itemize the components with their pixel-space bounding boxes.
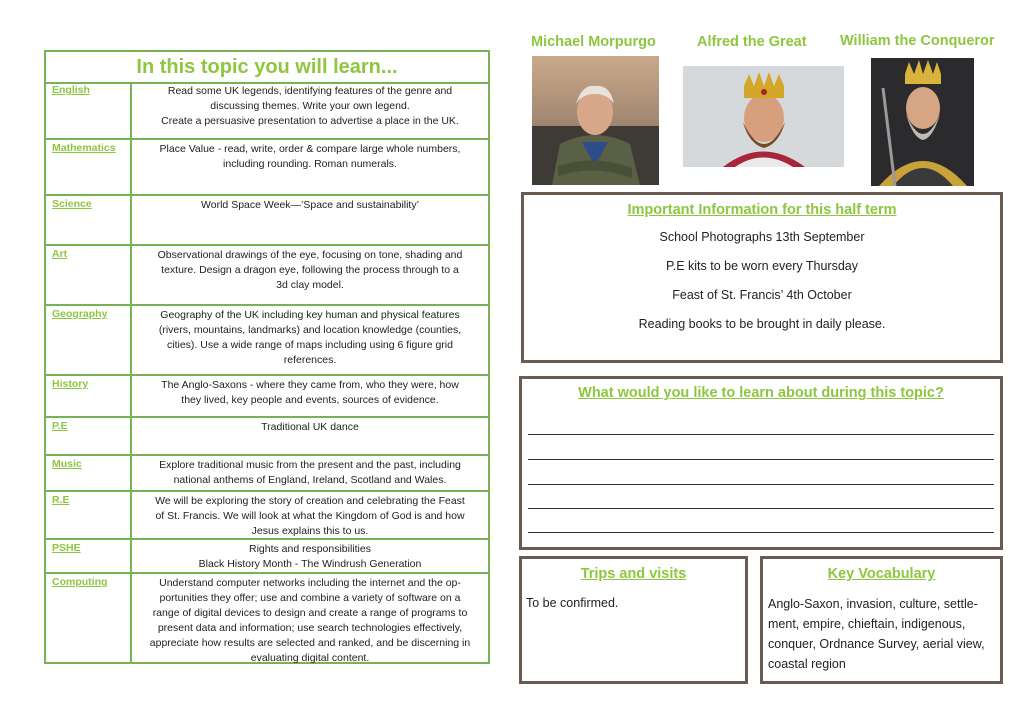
learn-box xyxy=(519,376,1003,550)
subject-description: The Anglo-Saxons - where they came from, who they were, how they lived, key people and events, sources of evidence. xyxy=(161,379,459,406)
alfred-portrait xyxy=(683,66,844,167)
subject-description: Place Value - read, write, order & compare large whole numbers, including rounding. Roman numerals. xyxy=(159,143,461,170)
subject-description: Explore traditional music from the present and the past, including national anthems of England, Ireland, Scotland and Wales. xyxy=(159,459,461,486)
subject-re[interactable]: R.E xyxy=(46,492,132,540)
info-line: School Photographs 13th September xyxy=(659,230,865,244)
table-row xyxy=(46,538,488,574)
vocab-box xyxy=(760,556,1003,684)
trips-title: Trips and visits xyxy=(580,566,687,582)
important-info-box xyxy=(521,192,1003,363)
table-row xyxy=(46,244,488,306)
subject-history[interactable]: History xyxy=(46,376,132,418)
table-row xyxy=(46,572,488,662)
writing-line[interactable] xyxy=(528,508,994,509)
table-row xyxy=(46,374,488,418)
table-row xyxy=(46,194,488,246)
table-row xyxy=(46,82,488,140)
writing-line[interactable] xyxy=(528,434,994,435)
subject-description: Understand computer networks including the internet and the op- portunities they offer; use and combine a variety of software on a range of digital devices to design and create a range of programs to present data and information; use search technologies effectively, appreciate how results are selected and ranked, and be discerning in evaluating digital content. xyxy=(149,577,471,664)
writing-line[interactable] xyxy=(528,532,994,533)
writing-line[interactable] xyxy=(528,484,994,485)
table-row xyxy=(46,490,488,540)
subject-description: World Space Week—’Space and sustainability’ xyxy=(201,199,419,211)
trips-box xyxy=(519,556,748,684)
subject-description: Traditional UK dance xyxy=(261,421,359,433)
vocab-text: Anglo-Saxon, invasion, culture, settle- ment, empire, chieftain, indigenous, conquer, Ordnance Survey, aerial view, coastal region xyxy=(768,597,985,671)
william-portrait xyxy=(871,58,974,186)
subject-art[interactable]: Art xyxy=(46,246,132,306)
curriculum-table xyxy=(44,50,490,664)
portrait-name-william: William the Conqueror xyxy=(840,33,995,49)
info-line: Reading books to be brought in daily please. xyxy=(638,317,886,331)
subject-description: Rights and responsibilities Black History Month - The Windrush Generation xyxy=(198,543,422,570)
important-info-title: Important Information for this half term xyxy=(627,202,897,218)
learn-title: What would you like to learn about during this topic? xyxy=(578,385,944,401)
subject-pshe[interactable]: PSHE xyxy=(46,540,132,574)
table-row xyxy=(46,454,488,492)
table-row xyxy=(46,138,488,196)
subject-music[interactable]: Music xyxy=(46,456,132,492)
subject-mathematics[interactable]: Mathematics xyxy=(46,140,132,196)
info-line: Feast of St. Francis’ 4th October xyxy=(672,288,852,302)
subject-description: Geography of the UK including key human and physical features (rivers, mountains, landmarks) and location knowledge (counties, cities). Use a wide range of maps including using 6 figure grid references. xyxy=(158,309,462,366)
subject-geography[interactable]: Geography xyxy=(46,306,132,376)
subject-english[interactable]: English xyxy=(46,82,132,140)
trips-text: To be confirmed. xyxy=(526,596,619,610)
subject-description: Observational drawings of the eye, focusing on tone, shading and texture. Design a dragon eye, following the process through to a 3d clay model. xyxy=(157,249,463,291)
info-line: P.E kits to be worn every Thursday xyxy=(666,259,858,273)
portrait-name-morpurgo: Michael Morpurgo xyxy=(531,34,656,50)
subject-description: Read some UK legends, identifying features of the genre and discussing themes. Write your own legend. Create a persuasive presentation to advertise a place in the UK. xyxy=(161,85,459,127)
table-row xyxy=(46,304,488,376)
vocab-title: Key Vocabulary xyxy=(827,566,936,582)
table-row xyxy=(46,416,488,456)
writing-line[interactable] xyxy=(528,459,994,460)
morpurgo-photo xyxy=(532,56,659,185)
portrait-name-alfred: Alfred the Great xyxy=(697,34,807,50)
subject-science[interactable]: Science xyxy=(46,196,132,246)
subject-computing[interactable]: Computing xyxy=(46,574,132,662)
subject-pe[interactable]: P.E xyxy=(46,418,132,456)
subject-description: We will be exploring the story of creation and celebrating the Feast of St. Francis. We will look at what the Kingdom of God is and how Jesus explains this to us. xyxy=(155,495,465,537)
curriculum-title: In this topic you will learn... xyxy=(46,52,488,84)
